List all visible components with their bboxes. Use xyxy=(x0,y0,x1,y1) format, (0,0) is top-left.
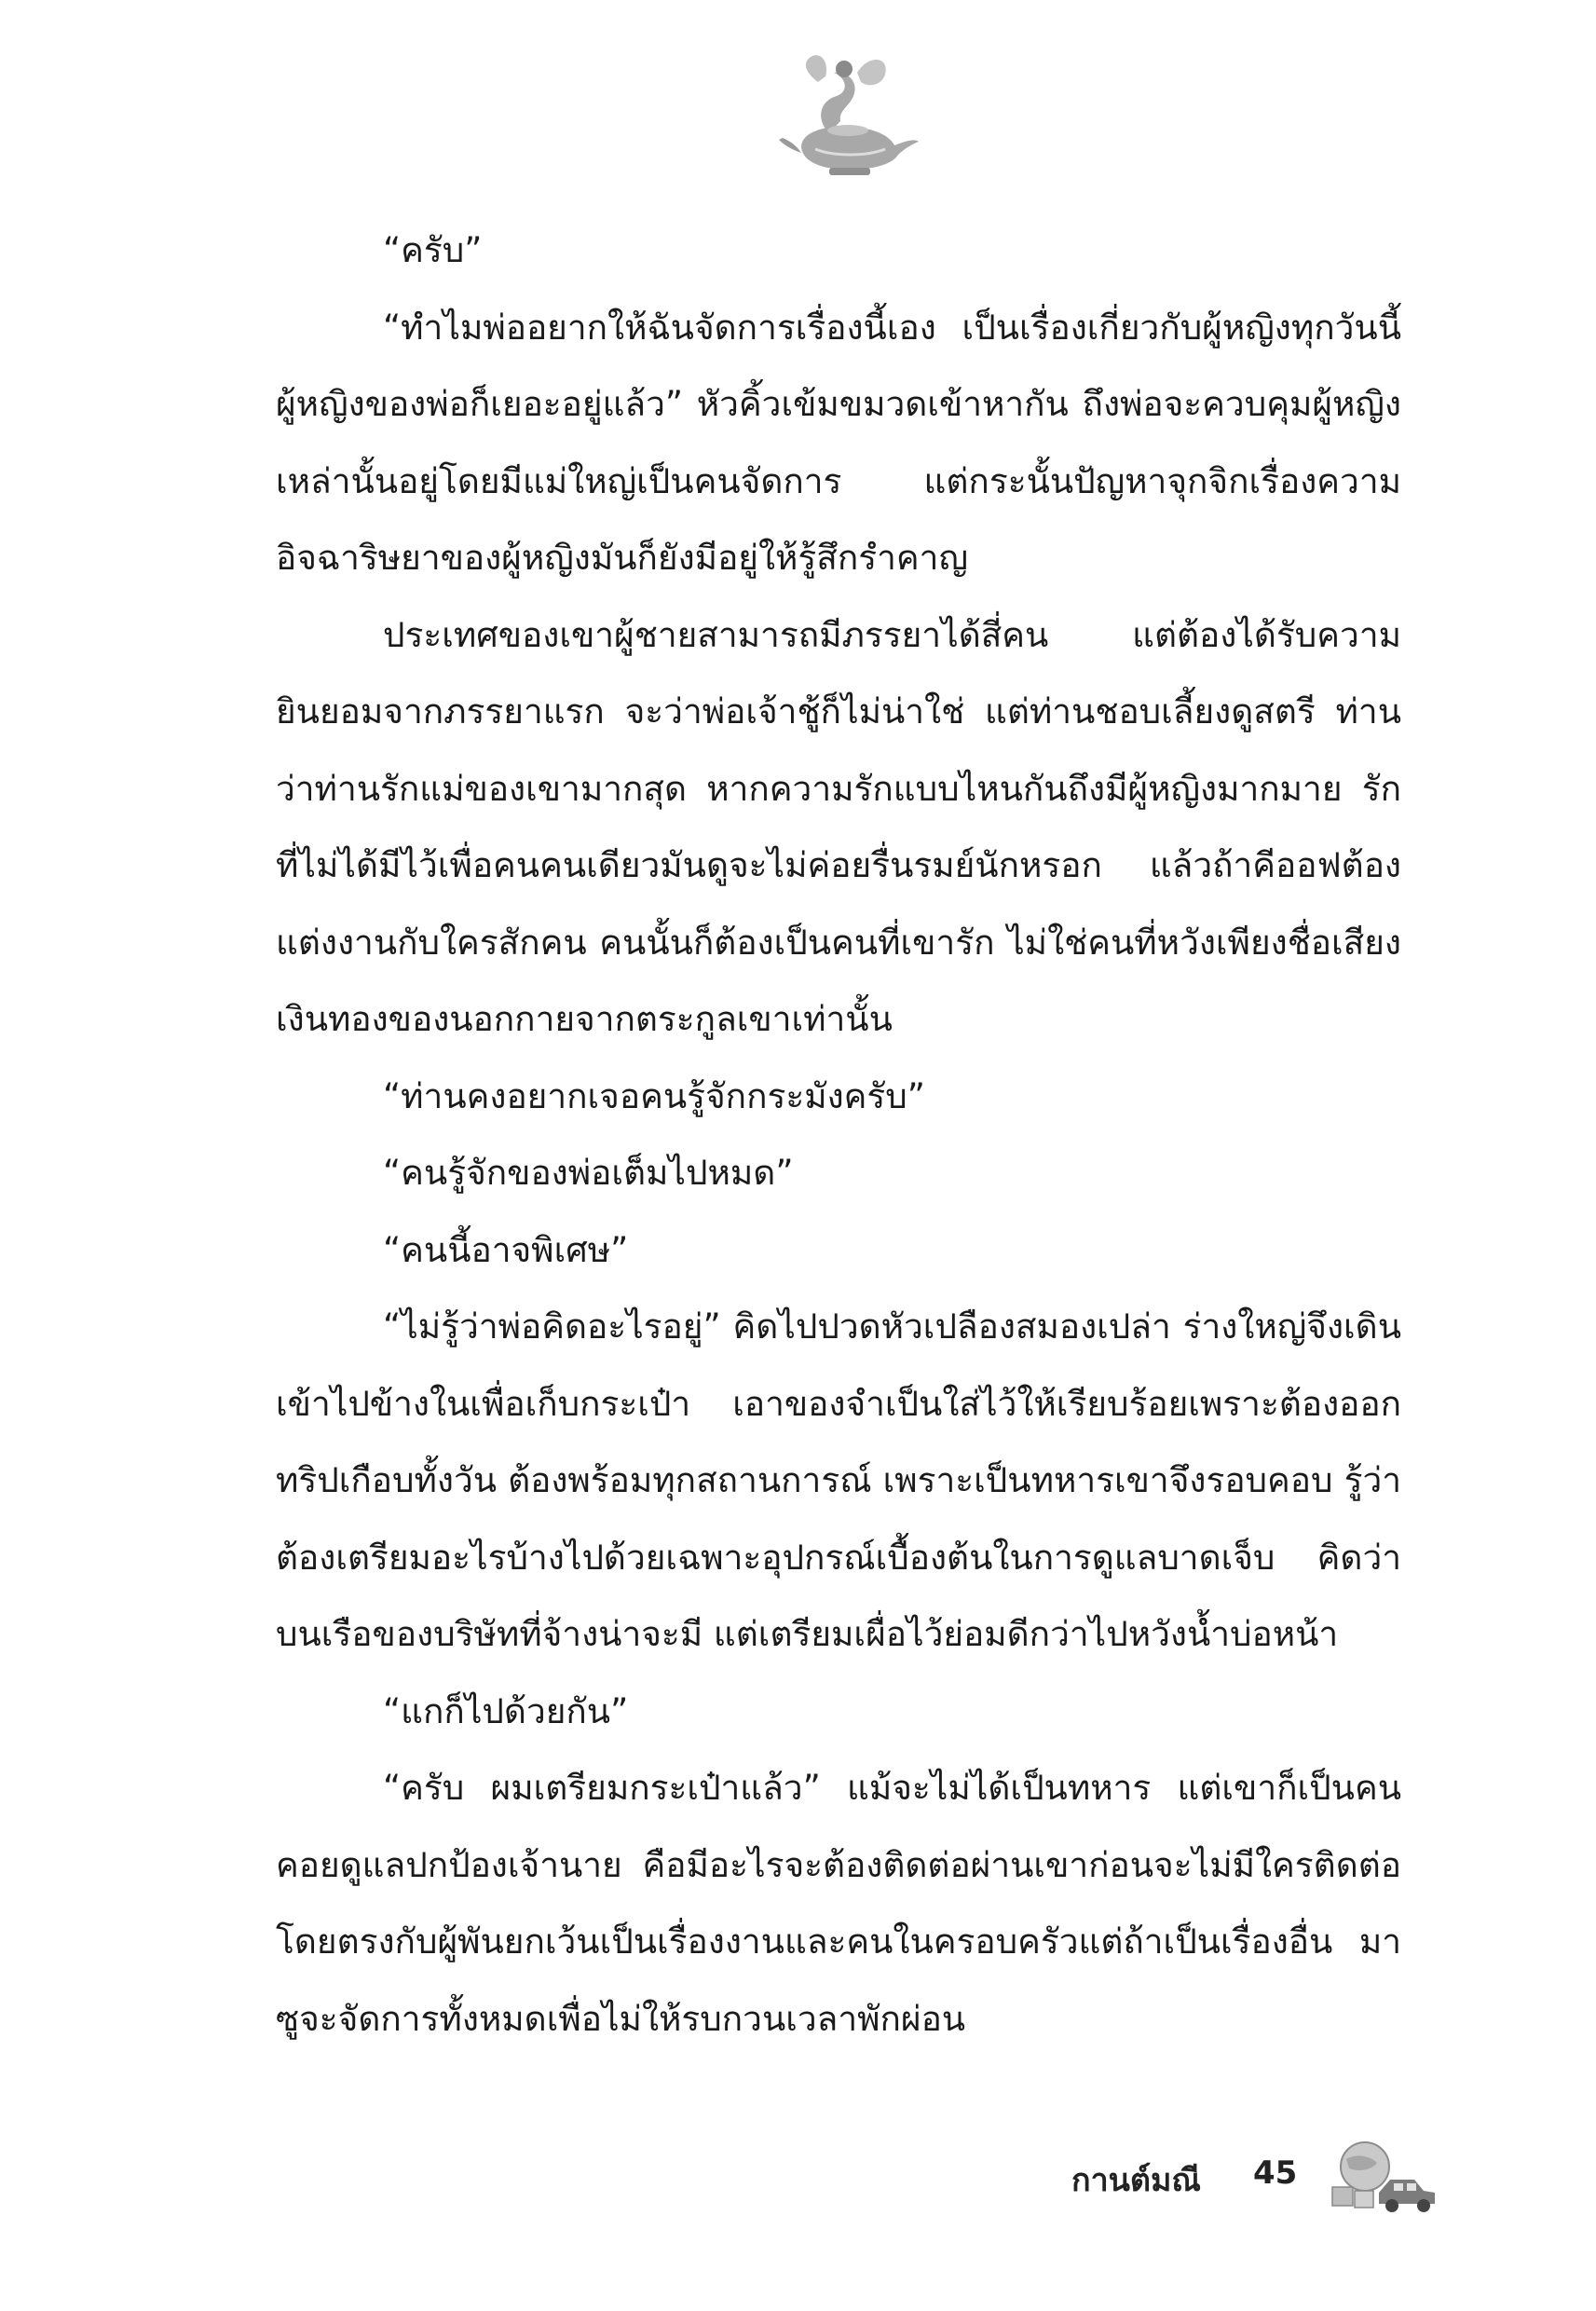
page-footer xyxy=(1071,2134,1444,2227)
toy-car-globe-icon xyxy=(1323,2139,1439,2213)
paragraph: “คนรู้จักของพ่อเต็มไปหมด” xyxy=(383,1153,794,1193)
paragraph: “ไม่รู้ว่าพ่อคิดอะไรอยู่” คิดไปปวดหัวเปลืองสมองเปล่า ร่างใหญ่จึงเดินเข้าไปข้างในเพื่อเก็บกระเป๋า เอาของจำเป็นใส่ไว้ให้เรียบร้อยเพราะต้องออกทริปเกือบทั้งวัน ต้องพร้อมทุกสถานการณ์ เพราะเป็นทหารเขาจึงรอบคอบ รู้ว่าต้องเตรียมอะไรบ้างไปด้วยเฉพาะอุปกรณ์เบื้องต้นในการดูแลบาดเจ็บ คิดว่าบนเรือของบริษัทที่จ้างน่าจะมี แต่เตรียมเผื่อไว้ย่อมดีกว่าไปหวังน้ำบ่อหน้า xyxy=(276,1306,1401,1654)
paragraph: “ทำไมพ่ออยากให้ฉันจัดการเรื่องนี้เอง เป็นเรื่องเกี่ยวกับผู้หญิงทุกวันนี้ผู้หญิงของพ่อก็เยอะอยู่แล้ว” หัวคิ้วเข้มขมวดเข้าหากัน ถึงพ่อจะควบคุมผู้หญิงเหล่านั้นอยู่โดยมีแม่ใหญ่เป็นคนจัดการ แต่กระนั้นปัญหาจุกจิกเรื่องความอิจฉาริษยาของผู้หญิงมันก็ยังมีอยู่ให้รู้สึกรำคาญ xyxy=(276,307,1401,578)
paragraph: “คนนี้อาจพิเศษ” xyxy=(383,1229,629,1270)
paragraph: ประเทศของเขาผู้ชายสามารถมีภรรยาได้สี่คน แต่ต้องได้รับความยินยอมจากภรรยาแรก จะว่าพ่อเจ้าชู้ก็ไม่น่าใช่ แต่ท่านชอบเลี้ยงดูสตรี ท่านว่าท่านรักแม่ของเขามากสุด หากความรักแบบไหนกันถึงมีผู้หญิงมากมาย รักที่ไม่ได้มีไว้เพื่อคนคนเดียวมันดูจะไม่ค่อยรื่นรมย์นักหรอก แล้วถ้าคีออฟต้องแต่งงานกับใครสักคน คนนั้นก็ต้องเป็นคนที่เขารัก ไม่ใช่คนที่หวังเพียงชื่อเสียงเงินทองของนอกกายจากตระกูลเขาเท่านั้น xyxy=(276,614,1401,1039)
paragraph: “ครับ ผมเตรียมกระเป๋าแล้ว” แม้จะไม่ได้เป็นทหาร แต่เขาก็เป็นคนคอยดูแลปกป้องเจ้านาย คือมีอะไรจะต้องติดต่อผ่านเขาก่อนจะไม่มีใครติดต่อโดยตรงกับผู้พันยกเว้นเป็นเรื่องงานและคนในครอบครัวแต่ถ้าเป็นเรื่องอื่น มาซูจะจัดการทั้งหมดเพื่อไม่ให้รบกวนเวลาพักผ่อน xyxy=(276,1768,1401,2039)
body-text xyxy=(276,212,1401,2058)
paragraph: “ครับ” xyxy=(383,230,483,270)
paragraph: “ท่านคงอยากเจอคนรู้จักกระมังครับ” xyxy=(383,1075,925,1116)
page-number: 45 xyxy=(1253,2154,1298,2192)
book-title: กานต์มณี xyxy=(1071,2162,1201,2199)
paragraph: “แกก็ไปด้วยกัน” xyxy=(383,1690,629,1731)
genie-lamp-icon xyxy=(764,45,922,185)
